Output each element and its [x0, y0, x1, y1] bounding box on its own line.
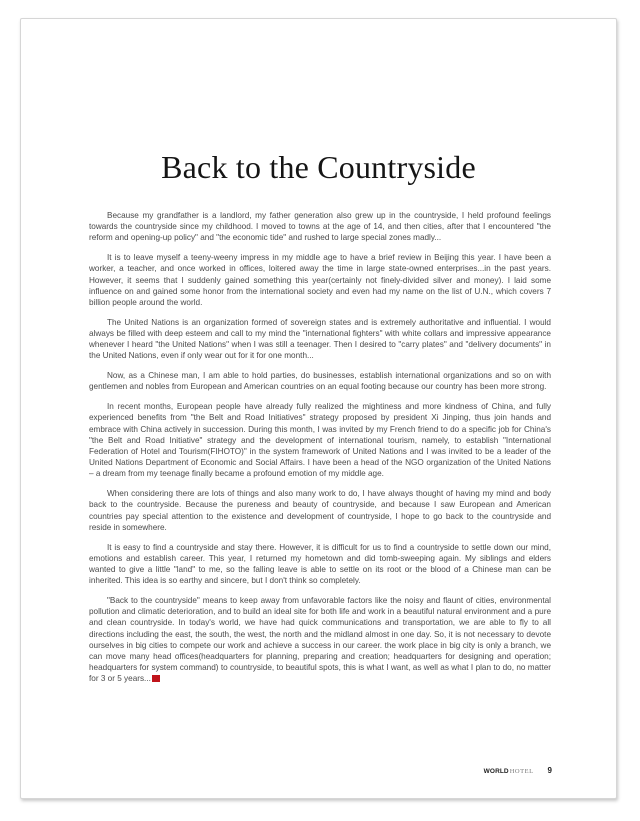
page-number: 9 [547, 766, 552, 775]
paragraph-6: When considering there are lots of things and also many work to do, I have always thought of having my mind and body back to the countryside. Because the pureness and beauty of countryside, and because I saw European and American countries pay special attention to the existence and development of countryside, I hope to go back to the countryside and reside in somewhere. [89, 489, 551, 532]
paragraph-8 [89, 595, 551, 685]
end-mark-icon [152, 675, 160, 682]
article-title: Back to the Countryside [161, 149, 476, 185]
paragraph-7: It is easy to find a countryside and stay there. However, it is difficult for us to find a countryside to settle down our mind, emotions and establish career. This year, I returned my hometown and did tomb-sweeping again. My siblings and elders wanted to give a little "land" to me, so the falling leave is able to settle on its root or the blood of a Chinese man can be inherited. This idea is so earthy and sincere, but I don't think so completely. [89, 542, 551, 586]
paragraph-3: The United Nations is an organization formed of sovereign states and is extremely authoritative and influential. I would always be filled with deep esteem and call to my mind the "international fighters" with white collars and impressive appearance whenever I heard "the United Nations" when I was still a teenager. Then I desired to "carry plates" and "delivery documents" in the United Nations, even if only wear out for it for one month... [89, 317, 551, 361]
brand-name-bold: WORLD [483, 768, 509, 775]
paragraph-1: Because my grandfather is a landlord, my father generation also grew up in the countryside, I held profound feelings towards the countryside since my childhood. I moved to towns at the age of 14, and then cities, after that I encountered "the reform and opening-up policy" and "the economic tide" and rushed to large special zones madly... [89, 211, 551, 243]
page-footer [484, 766, 552, 775]
magazine-page [20, 18, 617, 799]
paragraph-5: In recent months, European people have already fully realized the mightiness and more kindness of China, and fully experienced benefits from "the Belt and Road Initiatives" strategy proposed by president Xi Jinping, thus join hands and embrace with China actively in succession. During this month, I was invited by my French friend to do a specific job for China's "the Belt and Road Initiative" strategy and the development of international tourism, namely, to establish "International Federation of Hotel and Tourism(FIHOTO)" in the system framework of United Nations and I was invited to be a leader of the United Nations Department of Economic and Social Affairs. I have been a head of the NGO organization of the United Nations – a dream from my teenage finally became a profound emotion of my middle age. [89, 402, 551, 479]
article-body [89, 210, 551, 693]
paragraph-2: It is to leave myself a teeny-weeny impress in my middle age to have a brief review in Beijing this year. I have been a worker, a teacher, and once worked in offices, loitered away the time in large state-owned enterprises...in the past years. However, it seems that I suddenly gained something this year(certainly not finely-divided silver and money). I laid some influence on and gained some honor from the international society and even had my name on the list of U.N., which covers 7 billion people around the world. [89, 253, 551, 308]
brand-name-light: HOTEL [509, 768, 534, 775]
paragraph-4: Now, as a Chinese man, I am able to hold parties, do businesses, establish international organizations and so on with gentlemen and nobles from European and American countries on an equal footing because our country has been more strong. [89, 371, 551, 392]
paragraph-8-text: "Back to the countryside" means to keep away from unfavorable factors like the noisy and flaunt of cities, environmental pollution and climatic deterioration, and to build an ideal site for both life and work in a beautiful natural environment and a pure and clean countryside. In today's world, we have had quick communications and transportation, we are able to fly to all directions including the east, the south, the west, the north and the midland almost in one day. So, it is not necessary to devote ourselves in big cities to compete our work and achieve a success in our career. the work place in big city is only a branch, we can move many head offices(headquarters for planning, preparing and creation; headquarters for designing and operation; headquarters for system command) to countryside, to beautiful spots, this is what I want, as well as what I plan to do, no matter for 3 or 5 years... [89, 596, 551, 684]
